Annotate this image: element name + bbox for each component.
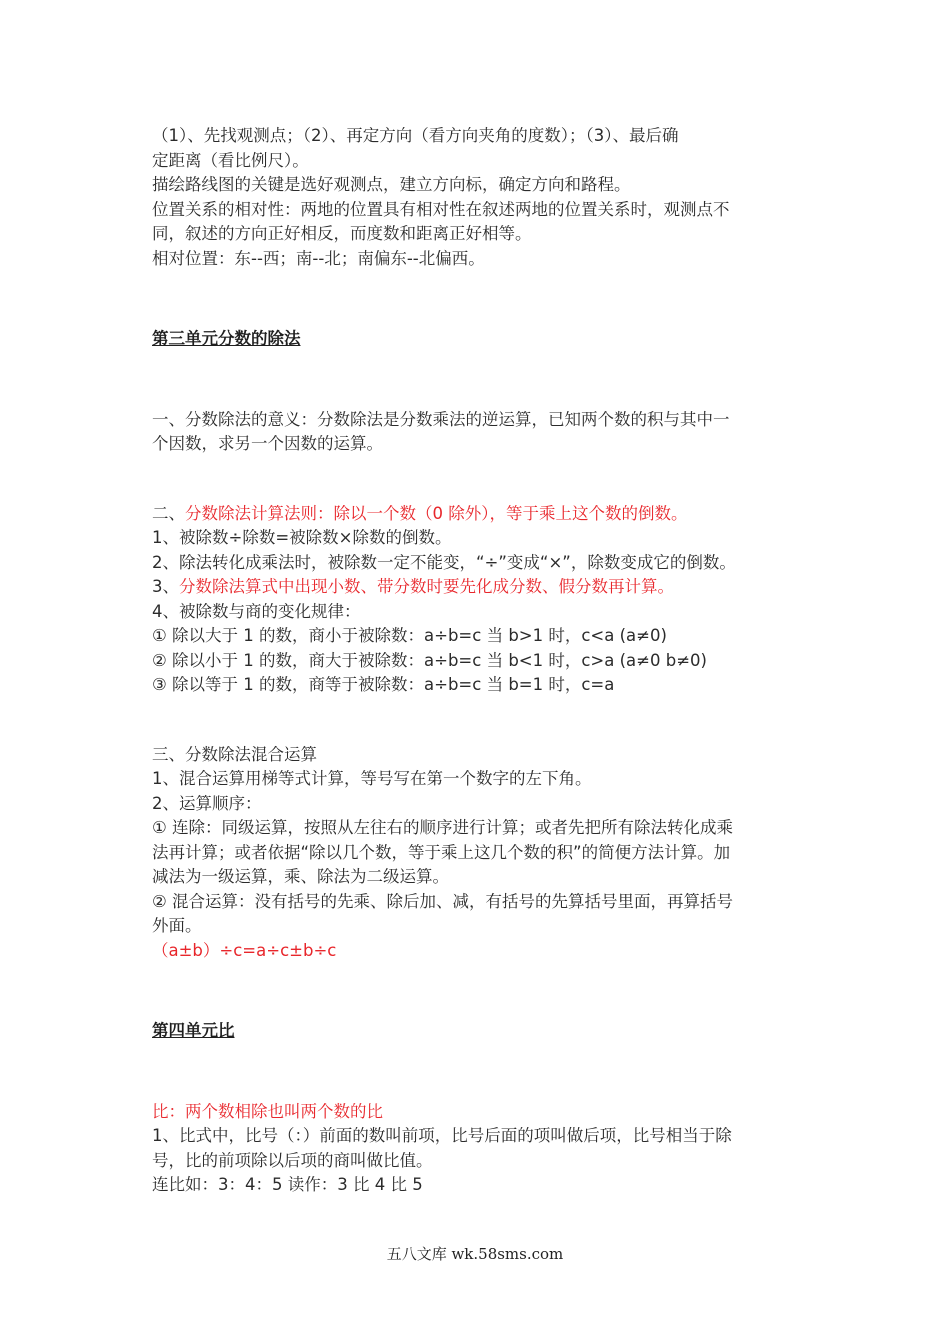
unit3-meaning: [152, 408, 802, 457]
footer-watermark: 五八文库 wk.58sms.com: [386, 1245, 564, 1263]
text-line: 连比如：3：4：5 读作：3 比 4 比 5: [152, 1175, 423, 1194]
text-line: 三、分数除法混合运算: [152, 744, 317, 764]
unit3-heading: 第三单元分数的除法: [152, 329, 301, 348]
text-line: ① 连除：同级运算，按照从左往右的顺序进行计算；或者先把所有除法转化成乘: [152, 818, 734, 837]
text-line: 个因数，求另一个因数的运算。: [152, 434, 383, 453]
document-body: [152, 124, 802, 1198]
text-line: 一、分数除法的意义：分数除法是分数乘法的逆运算，已知两个数的积与其中一: [152, 409, 730, 429]
rule-prefix: 二、: [152, 503, 185, 523]
text-line: 1、比式中，比号（：）前面的数叫前项，比号后面的项叫做后项，比号相当于除: [152, 1126, 732, 1145]
text-line: 位置关系的相对性：两地的位置具有相对性在叙述两地的位置关系时，观测点不: [152, 199, 730, 219]
rule-heading-line: [152, 502, 802, 527]
text-line: 定距离（看比例尺）。: [152, 150, 309, 170]
unit3-mixed: [152, 743, 802, 964]
text-line: ③ 除以等于 1 的数，商等于被除数：a÷b=c 当 b=1 时，c=a: [152, 675, 615, 694]
text-line: ② 除以小于 1 的数，商大于被除数：a÷b=c 当 b<1 时，c>a (a≠0 b≠0): [152, 650, 707, 670]
rule-emphasis: 分数除法计算法则：除以一个数（0 除外），等于乘上这个数的倒数。: [185, 503, 688, 523]
text-line: 同，叙述的方向正好相反，而度数和距离正好相等。: [152, 224, 532, 243]
ratio-definition: 比：两个数相除也叫两个数的比: [152, 1101, 383, 1121]
formula-line: （a±b）÷c=a÷c±b÷c: [152, 940, 337, 960]
text-line: 减法为一级运算，乘、除法为二级运算。: [152, 867, 449, 886]
rule3-emphasis: 分数除法算式中出现小数、带分数时要先化成分数、假分数再计算。: [179, 577, 674, 596]
text-line: 相对位置：东--西；南--北；南偏东--北偏西。: [152, 248, 485, 268]
unit4-section: [152, 1100, 802, 1198]
text-line: 1、被除数÷除数=被除数×除数的倒数。: [152, 528, 452, 547]
text-line: ② 混合运算：没有括号的先乘、除后加、减，有括号的先算括号里面，再算括号: [152, 891, 734, 911]
text-line: ① 除以大于 1 的数，商小于被除数：a÷b=c 当 b>1 时，c<a (a≠0): [152, 626, 667, 645]
unit4-heading: 第四单元比: [152, 1021, 235, 1040]
text-line: 描绘路线图的关键是选好观测点，建立方向标，确定方向和路程。: [152, 175, 631, 194]
intro-section: [152, 124, 802, 271]
text-line: 外面。: [152, 916, 202, 935]
text-line: 4、被除数与商的变化规律：: [152, 601, 361, 621]
text-line: 1、混合运算用梯等式计算，等号写在第一个数字的左下角。: [152, 769, 592, 788]
text-line: 法再计算；或者依据“除以几个数，等于乘上这几个数的积”的简便方法计算。加: [152, 842, 731, 862]
unit3-rules: [152, 502, 802, 698]
text-line: 2、运算顺序：: [152, 793, 262, 813]
rule3-line: [152, 575, 802, 600]
text-line: （1）、先找观测点；（2）、再定方向（看方向夹角的度数）；（3）、最后确: [152, 126, 679, 145]
text-line: 号，比的前项除以后项的商叫做比值。: [152, 1150, 433, 1170]
rule3-prefix: 3、: [152, 577, 179, 596]
text-line: 2、除法转化成乘法时，被除数一定不能变，“÷”变成“×”，除数变成它的倒数。: [152, 552, 736, 572]
